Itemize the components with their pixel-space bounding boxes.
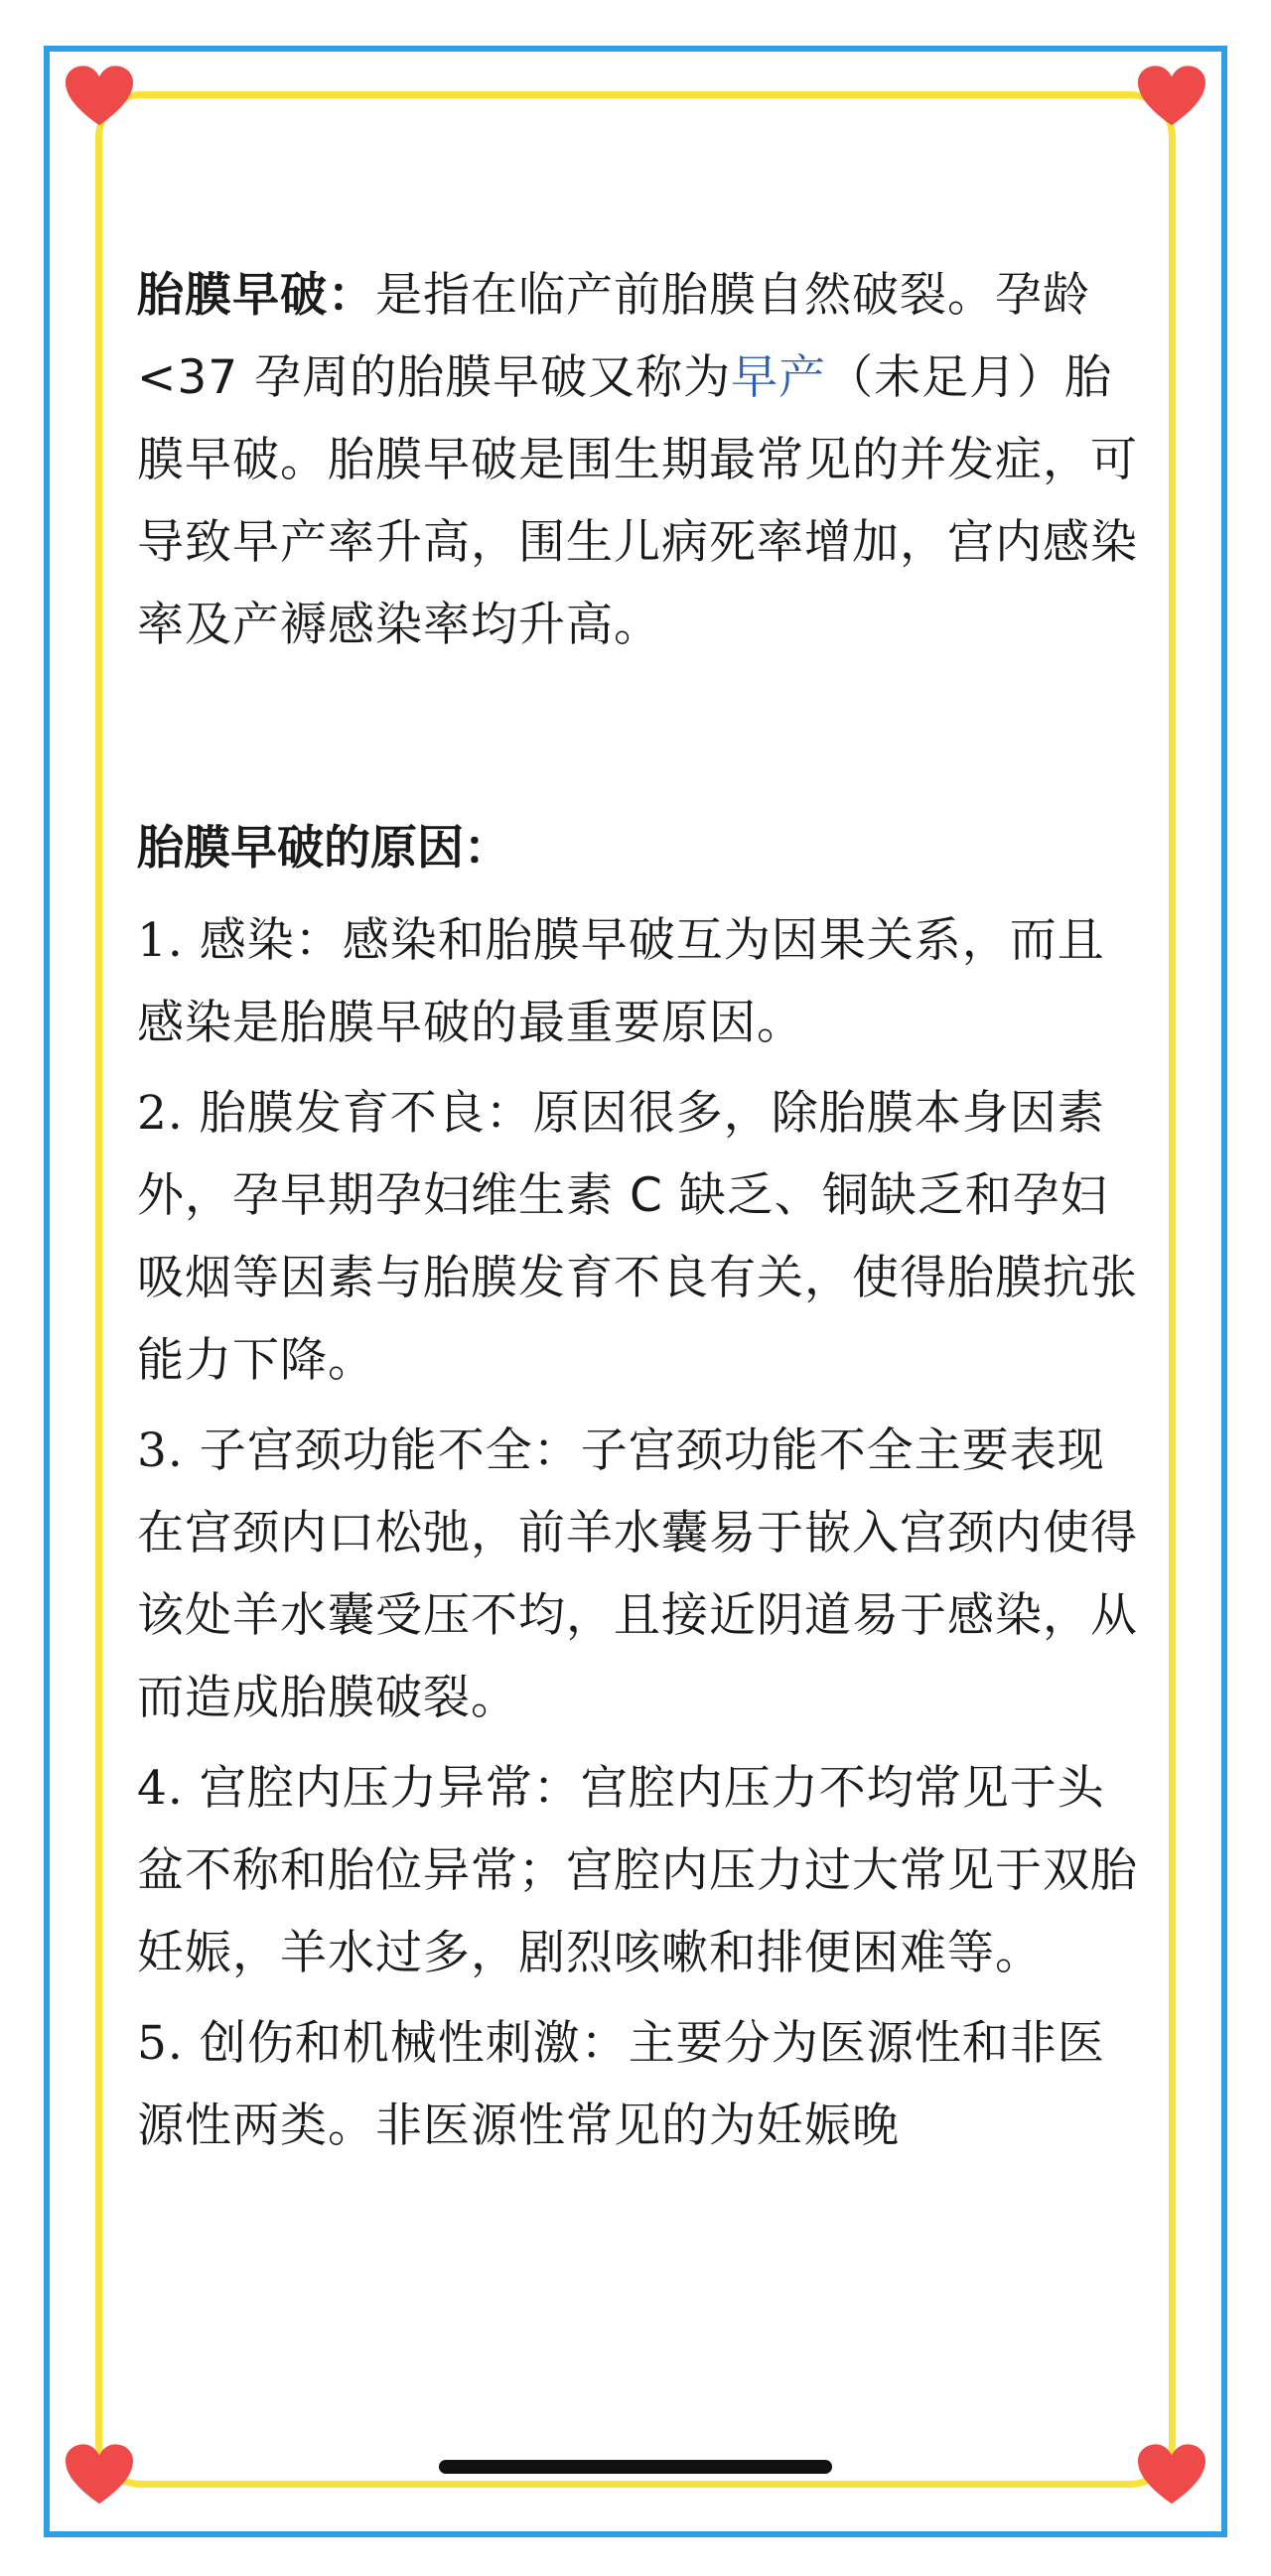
list-item-text: 胎膜发育不良：原因很多，除胎膜本身因素外，孕早期孕妇维生素 C 缺乏、铜缺乏和孕妇吸烟等因素与胎膜发育不良有关，使得胎膜抗张能力下降。: [137, 1086, 1138, 1388]
heart-icon: [1138, 2444, 1205, 2506]
list-item-number: 3.: [137, 1424, 184, 1478]
list-item: [137, 899, 1140, 1064]
intro-term: 胎膜早破：: [137, 268, 375, 323]
list-item: [137, 1747, 1140, 1994]
intro-text-b: （未足月）胎膜早破。胎膜早破是围生期最常见的并发症，可导致早产率升高，围生儿病死率增加，宫内感染率及产褥感染率均升高。: [137, 350, 1138, 652]
list-item-text: 感染：感染和胎膜早破互为因果关系，而且感染是胎膜早破的最重要原因。: [137, 913, 1105, 1050]
heart-icon: [1138, 66, 1205, 127]
article-content: [137, 254, 1140, 2175]
intro-paragraph: [137, 254, 1140, 666]
home-indicator[interactable]: [439, 2460, 832, 2474]
intro-text-a: 是指在临产前胎膜自然破裂。孕龄<37 孕周的胎膜早破又称为: [137, 268, 1090, 405]
heart-icon: [66, 66, 133, 127]
list-item: [137, 1410, 1140, 1739]
list-item-text: 子宫颈功能不全：子宫颈功能不全主要表现在宫颈内口松弛，前羊水囊易于嵌入宫颈内使得该处羊水囊受压不均，且接近阴道易于感染，从而造成胎膜破裂。: [137, 1424, 1138, 1725]
preterm-link[interactable]: 早产: [731, 350, 827, 405]
list-item-number: 1.: [137, 913, 184, 968]
list-item: [137, 2002, 1140, 2167]
list-item-number: 5.: [137, 2016, 184, 2071]
causes-title: 胎膜早破的原因：: [137, 821, 510, 876]
list-item-number: 2.: [137, 1086, 184, 1141]
list-item-text: 宫腔内压力异常：宫腔内压力不均常见于头盆不称和胎位异常；宫腔内压力过大常见于双胎妊娠，羊水过多，剧烈咳嗽和排便困难等。: [137, 1761, 1138, 1980]
heart-icon: [66, 2444, 133, 2506]
list-item-text: 创伤和机械性刺激：主要分为医源性和非医源性两类。非医源性常见的为妊娠晚: [137, 2016, 1105, 2153]
list-item-number: 4.: [137, 1761, 184, 1816]
list-item: [137, 1072, 1140, 1402]
